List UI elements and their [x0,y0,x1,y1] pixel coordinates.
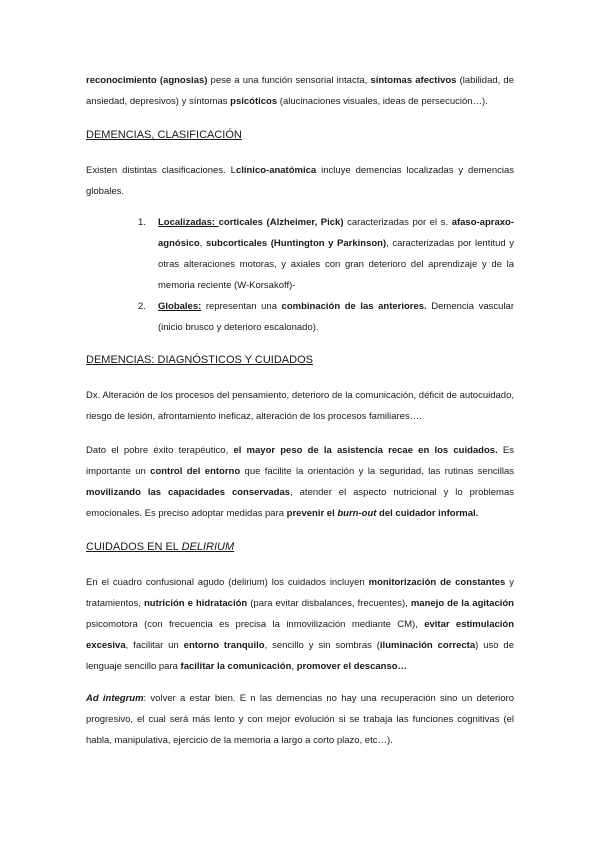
classification-list [138,212,514,338]
paragraph-delirium: En el cuadro confusional agudo (delirium) los cuidados incluyen monitorización de constantes y tratamientos, nutrición e hidratación (para evitar disbalances, frecuentes), manejo de la agitación psicomotora (con frecuencia es precisa la inmovilización mediante CM), evitar estimulación excesiva, facilitar un entorno tranquilo, sencillo y sin sombras (iluminación correcta) uso de lenguaje sencillo para facilitar la comunicación, promover el descanso… [86,577,515,672]
paragraph-intro: reconocimiento (agnosias) pese a una función sensorial intacta, síntomas afectivos (labilidad, de ansiedad, depresivos) y síntomas psicóticos (alucinaciones visuales, ideas de persecución…). [86,75,514,107]
paragraph-dx: Dx. Alteración de los procesos del pensamiento, deterioro de la comunicación, déficit de autocuidado, riesgo de lesión, afrontamiento ineficaz, alteración de los procesos familiares…. [86,390,514,422]
list-item-localizadas: 1. Localizadas: corticales (Alzheimer, Pick) caracterizadas por el s. afaso-apraxo-agnósico, subcorticales (Huntington y Parkinson), caracterizadas por lentitud y otras alteraciones motoras, y axiales con gran deterioro del aprendizaje y de la memoria reciente (W-Korsakoff)- [138,217,515,291]
paragraph-clasificaciones: Existen distintas clasificaciones. Lclínico-anatómica incluye demencias localizadas y demencias globales. [86,165,514,197]
paragraph-ad-integrum: Ad integrum: volver a estar bien. E n las demencias no hay una recuperación sino un deterioro progresivo, el cual será más lento y con mejor evolución si se trabaja las funciones cognitivas (el habla, manipulativa, ejercicio de la memoria a largo a corto plazo, etc…). [86,693,514,746]
heading-diagnosticos: DEMENCIAS: DIAGNÓSTICOS Y CUIDADOS [86,354,313,366]
paragraph-cuidados: Dato el pobre éxito terapéutico, el mayor peso de la asistencia recae en los cuidados. Es importante un control del entorno que facilite la orientación y la seguridad, las rutinas sencillas movilizando las capacidades conservadas, atender el aspecto nutricional y lo problemas emocionales. Es preciso adoptar medidas para prevenir el burn-out del cuidador informal. [86,445,514,519]
heading-clasificacion: DEMENCIAS, CLASIFICACIÓN [86,129,242,141]
heading-delirium: CUIDADOS EN EL DELIRIUM [86,541,235,553]
list-item-globales: 2. Globales: representan una combinación de las anteriores. Demencia vascular (inicio brusco y deterioro escalonado). [138,301,514,333]
